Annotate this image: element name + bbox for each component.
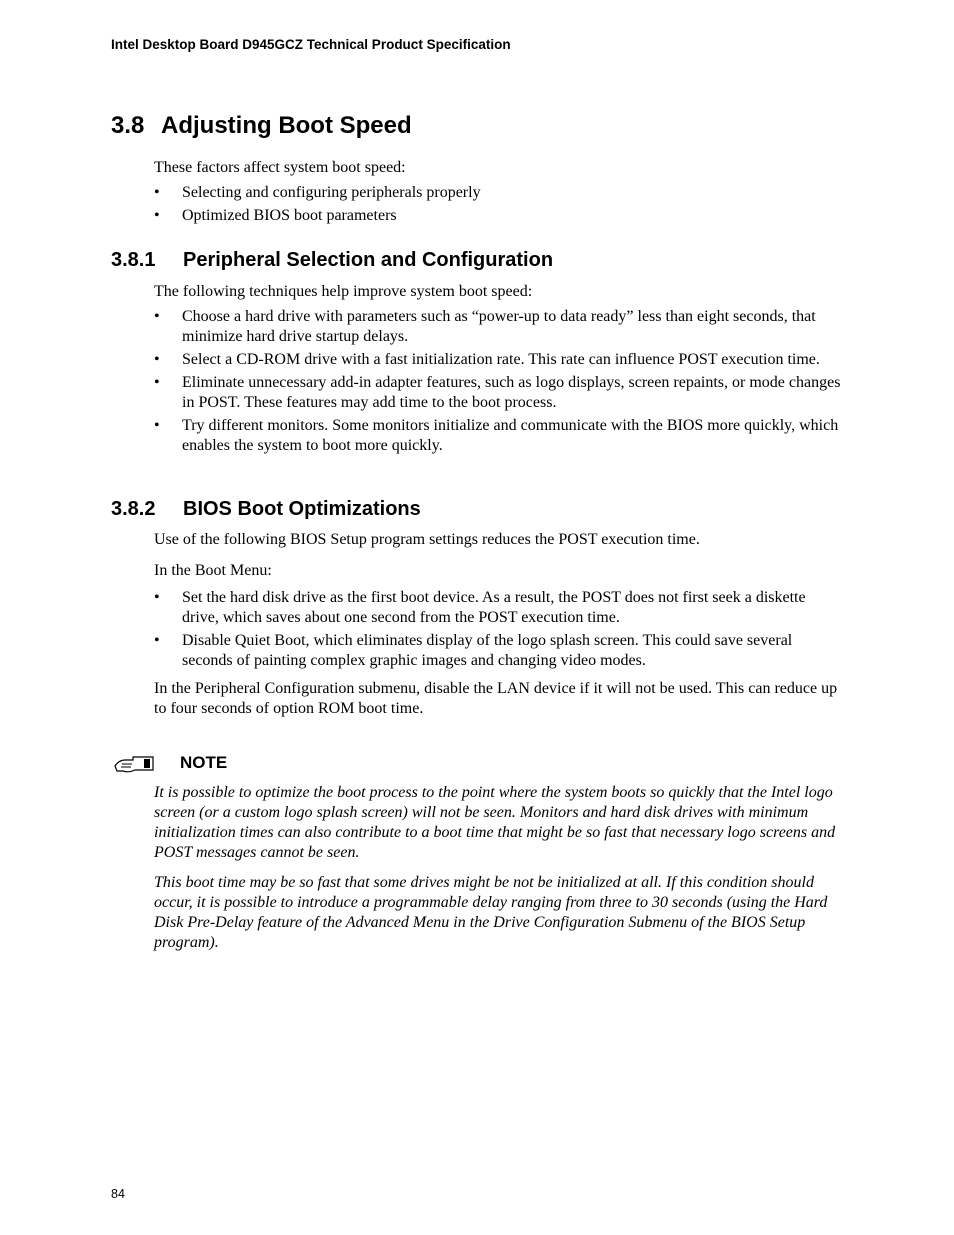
list-item: • Optimized BIOS boot parameters (154, 206, 846, 226)
list-item: • Disable Quiet Boot, which eliminates display of the logo splash screen. This could save several seconds of painting complex graphic images and changing video modes. (154, 631, 846, 671)
running-header: Intel Desktop Board D945GCZ Technical Product Specification (111, 37, 511, 52)
subsection-1-number: 3.8.1 (111, 249, 156, 271)
page-number: 84 (111, 1187, 125, 1201)
section-intro-block (154, 158, 846, 226)
list-item: • Choose a hard drive with parameters such as “power-up to data ready” less than eight seconds, that minimize hard drive startup delays. (154, 307, 846, 347)
section-title: Adjusting Boot Speed (161, 112, 412, 139)
list-item: • Eliminate unnecessary add-in adapter features, such as logo displays, screen repaints, or mode changes in POST. These features may add time to the boot process. (154, 373, 846, 413)
subsection-2-heading (111, 498, 421, 521)
section-number: 3.8 (111, 112, 145, 139)
subsection-2-title: BIOS Boot Optimizations (183, 498, 421, 520)
subsection-1-heading (111, 249, 553, 272)
note-hand-icon (113, 754, 157, 776)
subsection-2-closing: In the Peripheral Configuration submenu, disable the LAN device if it will not be used. This can reduce up to four seconds of option ROM boot time. (154, 680, 838, 717)
note-paragraph: It is possible to optimize the boot process to the point where the system boots so quickly that the Intel logo screen (or a custom logo splash screen) will not be seen. Monitors and hard disk drives with minimum initialization times can also contribute to a boot time that might be so fast that necessary logo screens and POST messages cannot be seen. (154, 784, 836, 861)
list-item: • Try different monitors. Some monitors initialize and communicate with the BIOS more quickly, which enables the system to boot more quickly. (154, 416, 846, 456)
subsection-1-intro: The following techniques help improve system boot speed: (154, 283, 533, 300)
section-intro: These factors affect system boot speed: (154, 159, 406, 176)
subsection-2-bullet-list (154, 588, 846, 671)
note-body (154, 783, 846, 953)
boot-menu-intro: In the Boot Menu: (154, 562, 272, 579)
note-label: NOTE (180, 753, 228, 772)
subsection-2-number: 3.8.2 (111, 498, 156, 520)
subsection-2-block (154, 530, 846, 719)
subsection-1-title: Peripheral Selection and Configuration (183, 249, 554, 271)
list-item: • Select a CD-ROM drive with a fast initialization rate. This rate can influence POST execution time. (154, 350, 846, 370)
subsection-1-block (154, 282, 846, 456)
note-paragraph: This boot time may be so fast that some drives might be not be initialized at all. If this condition should occur, it is possible to introduce a programmable delay ranging from three to 30 seconds (using the Hard Disk Pre-Delay feature of the Advanced Menu in the Drive Configuration Submenu of the BIOS Setup program). (154, 874, 828, 951)
section-heading (111, 112, 412, 140)
subsection-1-bullet-list (154, 307, 846, 456)
section-bullet-list (154, 183, 846, 226)
subsection-2-intro: Use of the following BIOS Setup program settings reduces the POST execution time. (154, 531, 700, 548)
note-header (111, 751, 411, 777)
list-item: • Set the hard disk drive as the first boot device. As a result, the POST does not first seek a diskette drive, which saves about one second from the POST execution time. (154, 588, 846, 628)
list-item: • Selecting and configuring peripherals properly (154, 183, 846, 203)
